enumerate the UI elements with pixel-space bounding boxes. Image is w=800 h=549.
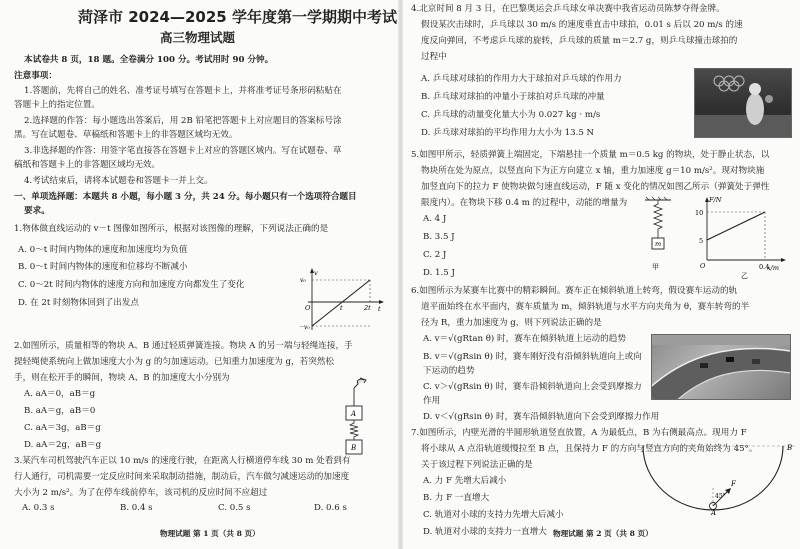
f-axis-label: F/N bbox=[709, 196, 722, 204]
q6-option-d: D. v＜√(gRsin θ) 时，赛车沿倾斜轨道向下会受到摩擦力作用 bbox=[423, 412, 660, 422]
q1-option-c: C. 0～2t 时间内物体的速度方向和加速度方向都发生了变化 bbox=[18, 280, 245, 290]
neg-v0-label: －v₀ bbox=[298, 324, 310, 331]
q5-option-c: C. 2 J bbox=[423, 250, 447, 260]
q7-line: 7.如图所示，内壁光滑的半圆形轨道竖直放置，A 为最低点，B 为右侧最高点。现用力 F bbox=[411, 428, 747, 438]
point-b-label: B bbox=[787, 444, 793, 452]
q2-spring-figure bbox=[330, 376, 376, 458]
q2-option-b: B. aA＝g，aB＝0 bbox=[24, 406, 96, 416]
race-car bbox=[726, 357, 734, 362]
angle-label: 45° bbox=[715, 493, 726, 500]
q7-option-b: B. 力 F 一直增大 bbox=[423, 493, 490, 503]
player-head bbox=[749, 83, 761, 95]
q5-line: 物块所在处为原点，以竖直向下为正方向建立 x 轴，重力加速度 g＝10 m/s²。现对物块施 bbox=[421, 166, 765, 176]
q6-option-c-cont: 作用 bbox=[423, 396, 441, 406]
notice-line: 稿纸和答题卡上的非答题区域均无效。 bbox=[14, 160, 161, 170]
exam-title: 菏泽市 2024—2025 学年度第一学期期中考试 bbox=[78, 8, 397, 26]
track-surface bbox=[652, 348, 790, 399]
tick-5: 5 bbox=[699, 237, 704, 245]
q1-option-b: B. 0～t 时间内物体的速度和位移均不断减小 bbox=[18, 262, 188, 272]
q4-option-c: C. 乒乓球的动量变化量大小为 0.027 kg · m/s bbox=[421, 110, 601, 120]
q2-line: 手，则在松开手的瞬间，物块 A、B 的加速度大小分别为 bbox=[14, 373, 230, 383]
q4-line: 过程中 bbox=[421, 52, 447, 62]
q7-option-c: C. 轨道对小球的支持力先增大后减小 bbox=[423, 510, 564, 520]
tick-10: 10 bbox=[695, 209, 704, 217]
page-footer: 物理试题 第 1 页（共 8 页） bbox=[160, 529, 260, 538]
stands bbox=[652, 335, 790, 345]
v0-label: v₀ bbox=[300, 277, 306, 284]
q3-option-b: B. 0.4 s bbox=[120, 503, 153, 513]
fig-jia-label: 甲 bbox=[652, 263, 659, 271]
origin-label: O bbox=[700, 262, 706, 270]
notice-line: 2.选择题的作答：每小题选出答案后，用 2B 铅笔把答题卡上对应题目的答案标号涂 bbox=[24, 116, 342, 126]
q1-stem: 1.物体做直线运动的 v－t 图像如图所示，根据对该图像的理解，下列说法正确的是 bbox=[14, 224, 329, 234]
q5-fig-yi-graph bbox=[689, 194, 789, 280]
exam-intro: 本试卷共 8 页，18 题。全卷满分 100 分。考试用时 90 分钟。 bbox=[24, 55, 274, 65]
table-tennis-photo bbox=[694, 68, 792, 138]
q4-option-a: A. 乒乓球对球拍的作用力大于球拍对乒乓球的作用力 bbox=[421, 74, 622, 84]
player-body bbox=[746, 93, 764, 125]
q6-line: 径为 R，重力加速度为 g，则下列说法正确的是 bbox=[421, 318, 602, 328]
notice-line: 4.考试结束后，请将本试题卷和答题卡一并上交。 bbox=[24, 176, 213, 186]
q3-option-a: A. 0.3 s bbox=[22, 503, 55, 513]
photo-content bbox=[695, 69, 791, 137]
q2-line: 2.如图所示，质量相等的物块 A、B 通过轻质弹簧连接。物块 A 的另一端与轻绳连接，手 bbox=[14, 341, 353, 351]
paddle bbox=[765, 95, 773, 103]
notice-line: 3.非选择题的作答：用签字笔直接答在答题卡上对应的答题区域内。写在试题卷、草 bbox=[24, 146, 342, 156]
q7-line: 关于该过程下列说法正确的是 bbox=[421, 460, 533, 470]
q6-line: 道平面始终在水平面内，赛车质量为 m，倾斜轨道与水平方向夹角为 θ，赛车转弯的半 bbox=[421, 302, 750, 312]
vt-line bbox=[312, 280, 370, 326]
q7-line: 将小球从 A 点沿轨道缓慢拉至 B 点，且保持力 F 的方向与竖直方向的夹角始终为 45°。 bbox=[421, 444, 758, 454]
notice-line: 黑。写在试题卷、草稿纸和答题卡上的非答题区域均无效。 bbox=[14, 130, 238, 140]
q5-line: 限度内）。在物块下移 0.4 m 的过程中，动能的增量为 bbox=[421, 198, 628, 208]
page-1 bbox=[0, 0, 398, 549]
q3-line: 3.某汽车司机驾驶汽车正以 10 m/s 的速度行驶，在距离人行横道停车线 30 m 处看到有 bbox=[14, 456, 351, 466]
photo-floor bbox=[695, 115, 791, 137]
section-heading-cont: 要求。 bbox=[24, 206, 50, 216]
q5-line: 5.如图甲所示，轻质弹簧上端固定，下端悬挂一个质量 m＝0.5 kg 的物块，处于静止状态，以 bbox=[411, 150, 770, 160]
q1-option-d: D. 在 2t 时刻物体回到了出发点 bbox=[18, 298, 139, 308]
q6-option-b-cont: 下运动的趋势 bbox=[423, 366, 475, 376]
q6-option-a: A. v＝√(gRtan θ) 时，赛车在倾斜轨道上运动的趋势 bbox=[423, 334, 626, 344]
v-label: v bbox=[314, 269, 318, 277]
tick-04: 0.4 bbox=[759, 263, 770, 271]
force-label: F bbox=[731, 480, 736, 488]
page-2 bbox=[403, 0, 800, 549]
f-x-line bbox=[707, 212, 765, 240]
race-car bbox=[700, 363, 708, 368]
q5-option-a: A. 4 J bbox=[423, 214, 447, 224]
notice-line: 答题卡上的指定位置。 bbox=[14, 100, 100, 110]
exam-subtitle: 高三物理试题 bbox=[160, 30, 236, 45]
q6-option-c: C. v＞√(gRsin θ) 时，赛车沿倾斜轨道向上会受到摩擦力 bbox=[423, 382, 642, 392]
q3-line: 大小为 2 m/s²。为了在停车线前停车，该司机的反应时间不应超过 bbox=[14, 488, 268, 498]
notice-heading: 注意事项： bbox=[14, 71, 57, 81]
fig-yi-label: 乙 bbox=[741, 272, 748, 280]
page-footer: 物理试题 第 2 页（共 8 页） bbox=[553, 529, 653, 538]
q4-option-b: B. 乒乓球对球拍的冲量小于球拍对乒乓球的冲量 bbox=[421, 92, 605, 102]
t-axis-arrow bbox=[379, 300, 384, 304]
q2-option-d: D. aA＝2g，aB＝g bbox=[24, 440, 102, 450]
hand-icon bbox=[354, 378, 366, 388]
spring bbox=[654, 200, 662, 238]
q2-option-c: C. aA＝3g，aB＝g bbox=[24, 423, 101, 433]
t2-label: 2t bbox=[364, 304, 371, 312]
race-car bbox=[752, 359, 760, 364]
q6-option-b: B. v＝√(gRsin θ) 时，赛车刚好没有沿倾斜轨道向上或向 bbox=[423, 352, 642, 362]
q3-option-c: C. 0.5 s bbox=[218, 503, 251, 513]
notice-line: 1.答题前，先将自己的姓名、准考证号填写在答题卡上，并将准考证号条形码粘贴在 bbox=[24, 86, 342, 96]
x-axis-label: x/m bbox=[767, 264, 780, 272]
q3-line: 行人通行，司机需要一定反应时间来采取制动措施，制动后，汽车做匀减速运动的加速度 bbox=[14, 472, 350, 482]
t1-label: t bbox=[340, 304, 343, 312]
q2-line: 提轻绳使系统向上做加速度大小为 g 的匀加速运动。已知重力加速度为 g，若突然松 bbox=[14, 357, 334, 367]
q5-option-b: B. 3.5 J bbox=[423, 232, 455, 242]
q2-option-a: A. aA＝0，aB＝g bbox=[24, 389, 96, 399]
section-heading: 一、单项选择题：本题共 8 小题，每小题 3 分，共 24 分。每小题只有一个选项符合题目 bbox=[14, 192, 357, 202]
photo-content bbox=[652, 335, 790, 399]
x-axis-arrow bbox=[781, 258, 786, 262]
q5-line: 加竖直向下的拉力 F 使物块做匀速直线运动，F 随 x 变化的情况如图乙所示（弹簧处于弹性 bbox=[421, 182, 770, 192]
block-a-label: A bbox=[351, 410, 357, 418]
q6-line: 6.如图所示为某赛车比赛中的精彩瞬间。赛车正在倾斜轨道上转弯，假设赛车运动的轨 bbox=[411, 286, 738, 296]
q1-option-a: A. 0～t 时间内物体的速度和加速度均为负值 bbox=[18, 245, 188, 255]
block-m-label: m bbox=[655, 240, 662, 248]
spring bbox=[350, 420, 358, 440]
block-b-label: B bbox=[351, 444, 357, 452]
q5-fig-jia bbox=[639, 196, 677, 276]
t-label: t bbox=[378, 305, 381, 313]
q4-line: 度反向弹回，不考虑乒乓球的旋转，乒乓球的质量 m＝2.7 g，则乒乓球撞击球拍的 bbox=[421, 36, 738, 46]
origin-label: O bbox=[305, 304, 311, 312]
race-track-photo bbox=[651, 334, 791, 400]
q4-line: 假设某次击球时，乒乓球以 30 m/s 的速度垂直击中球拍，0.01 s 后以 20 m/s 的速 bbox=[421, 20, 743, 30]
q4-option-d: D. 乒乓球对球拍的平均作用力大小为 13.5 N bbox=[421, 128, 595, 138]
q5-option-d: D. 1.5 J bbox=[423, 268, 455, 278]
q4-line: 4.北京时间 8 月 3 日，在巴黎奥运会乒乓球女单决赛中我省运动员陈梦夺得金牌。 bbox=[411, 4, 725, 14]
q1-vt-graph bbox=[298, 266, 386, 336]
point-a-label: A bbox=[711, 509, 717, 516]
q7-option-a: A. 力 F 先增大后减小 bbox=[423, 476, 507, 486]
q7-option-d: D. 轨道对小球的支持力一直增大 bbox=[423, 527, 547, 537]
q3-option-d: D. 0.6 s bbox=[314, 503, 347, 513]
q7-semicircle-figure bbox=[633, 440, 799, 516]
